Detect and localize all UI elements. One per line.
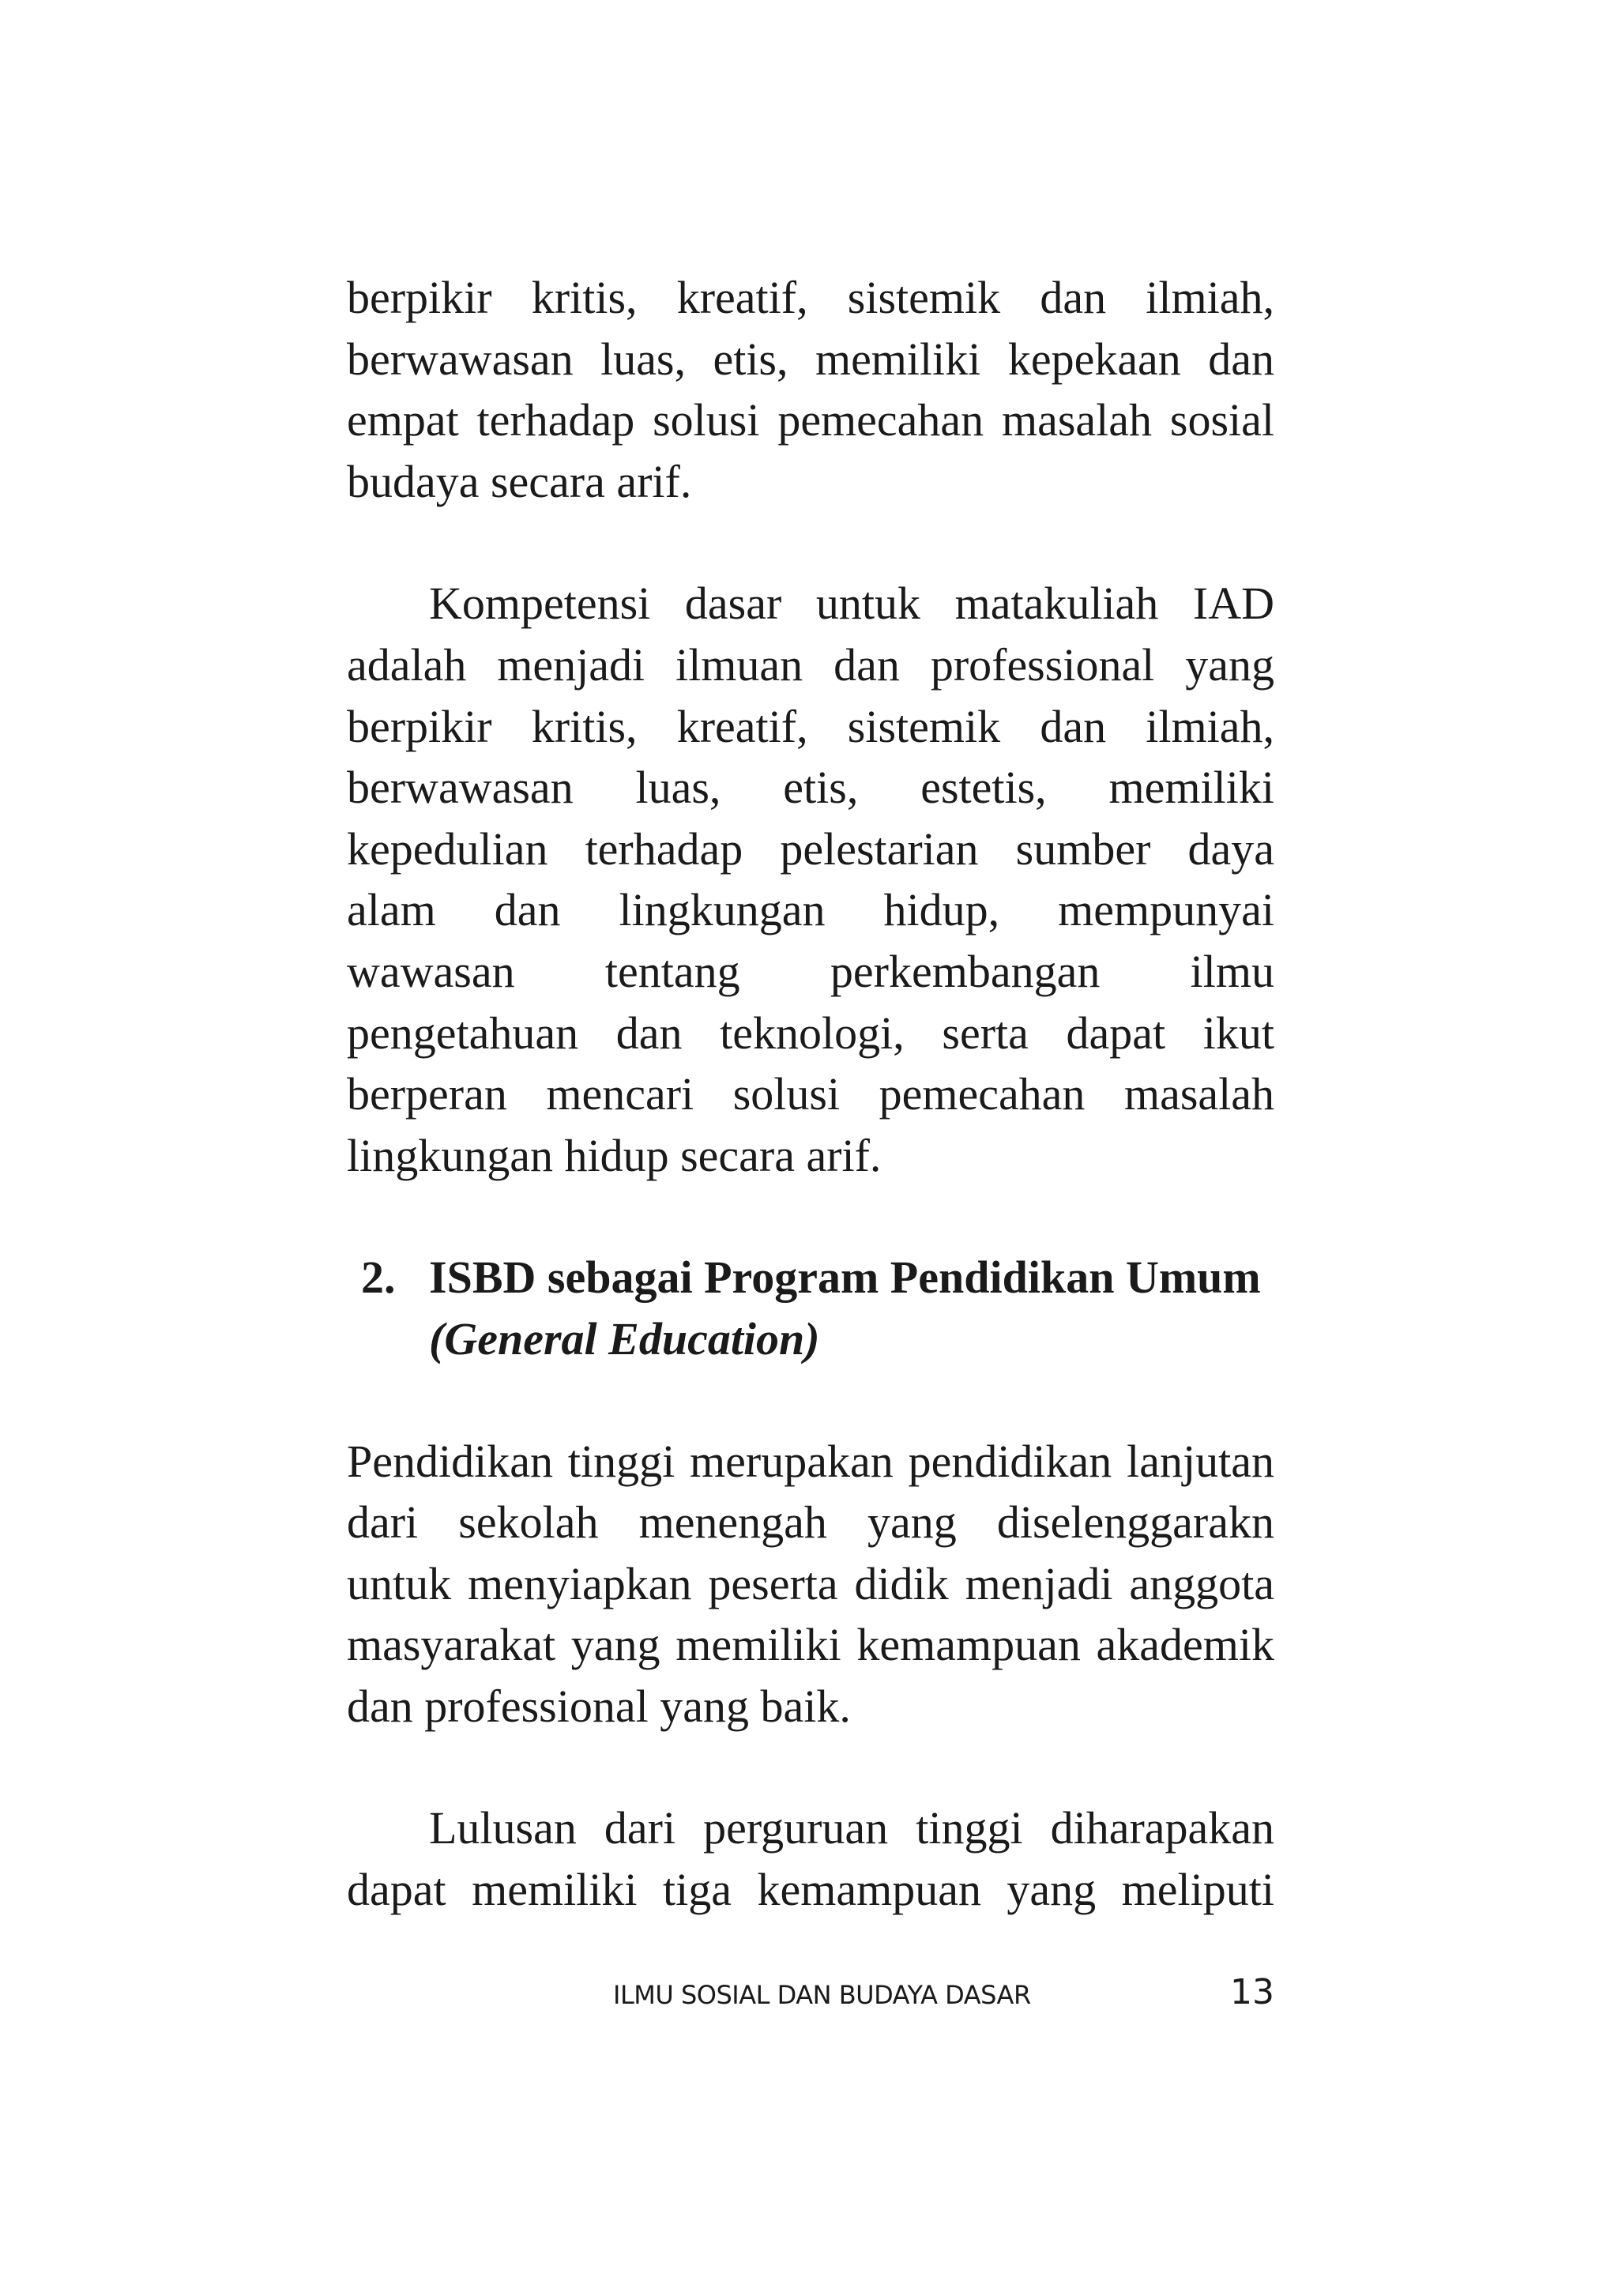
page-body: [347, 267, 1274, 1921]
text-line: pengetahuan dan teknologi, serta dapat ikut: [347, 1007, 1274, 1059]
page-number: 13: [1230, 1972, 1274, 2012]
text-line: masyarakat yang memiliki kemampuan akademik: [347, 1619, 1274, 1671]
text-line: adalah menjadi ilmuan dan professional yang: [347, 638, 1274, 691]
paragraph-3: [347, 1431, 1274, 1737]
text-line: berwawasan luas, etis, memiliki kepekaan dan: [347, 333, 1274, 385]
text-line: dapat memiliki tiga kemampuan yang meliputi: [347, 1864, 1274, 1916]
text-line: berpikir kritis, kreatif, sistemik dan ilmiah,: [347, 272, 1274, 323]
text-line: dari sekolah menengah yang diselenggarakn: [347, 1496, 1274, 1549]
text-line: Pendidikan tinggi merupakan pendidikan lanjutan: [347, 1435, 1274, 1487]
section-subtitle: (General Education): [429, 1312, 820, 1364]
text-line: Lulusan dari perguruan tinggi diharapakan: [429, 1802, 1274, 1854]
section-title-block: [429, 1247, 1274, 1369]
text-line: untuk menyiapkan peserta didik menjadi anggota: [347, 1557, 1274, 1609]
section-heading: [347, 1247, 1274, 1369]
text-line: lingkungan hidup secara arif.: [347, 1129, 882, 1181]
section-number: 2.: [361, 1252, 396, 1304]
text-line: dan professional yang baik.: [347, 1680, 851, 1732]
paragraph-spacer: [347, 512, 1274, 573]
paragraph-spacer: [347, 1186, 1274, 1247]
running-footer-title: ILMU SOSIAL DAN BUDAYA DASAR: [613, 1980, 1031, 2010]
paragraph-1: [347, 267, 1274, 512]
text-line: budaya secara arif.: [347, 455, 692, 507]
text-line: wawasan tentang perkembangan ilmu: [347, 945, 1274, 997]
section-title: ISBD sebagai Program Pendidikan Umum: [429, 1252, 1261, 1304]
text-line: kepedulian terhadap pelestarian sumber daya: [347, 822, 1274, 875]
text-line: berwawasan luas, etis, estetis, memiliki: [347, 762, 1274, 814]
paragraph-spacer: [347, 1737, 1274, 1797]
paragraph-spacer: [347, 1370, 1274, 1431]
page-footer: [347, 1969, 1274, 2016]
text-line: alam dan lingkungan hidup, mempunyai: [347, 884, 1274, 936]
paragraph-2: [347, 573, 1274, 1186]
text-line: Kompetensi dasar untuk matakuliah IAD: [429, 578, 1274, 630]
text-line: berpikir kritis, kreatif, sistemik dan ilmiah,: [347, 700, 1274, 752]
paragraph-4: [347, 1797, 1274, 1920]
text-line: empat terhadap solusi pemecahan masalah sosial: [347, 394, 1274, 446]
text-line: berperan mencari solusi pemecahan masalah: [347, 1068, 1274, 1120]
